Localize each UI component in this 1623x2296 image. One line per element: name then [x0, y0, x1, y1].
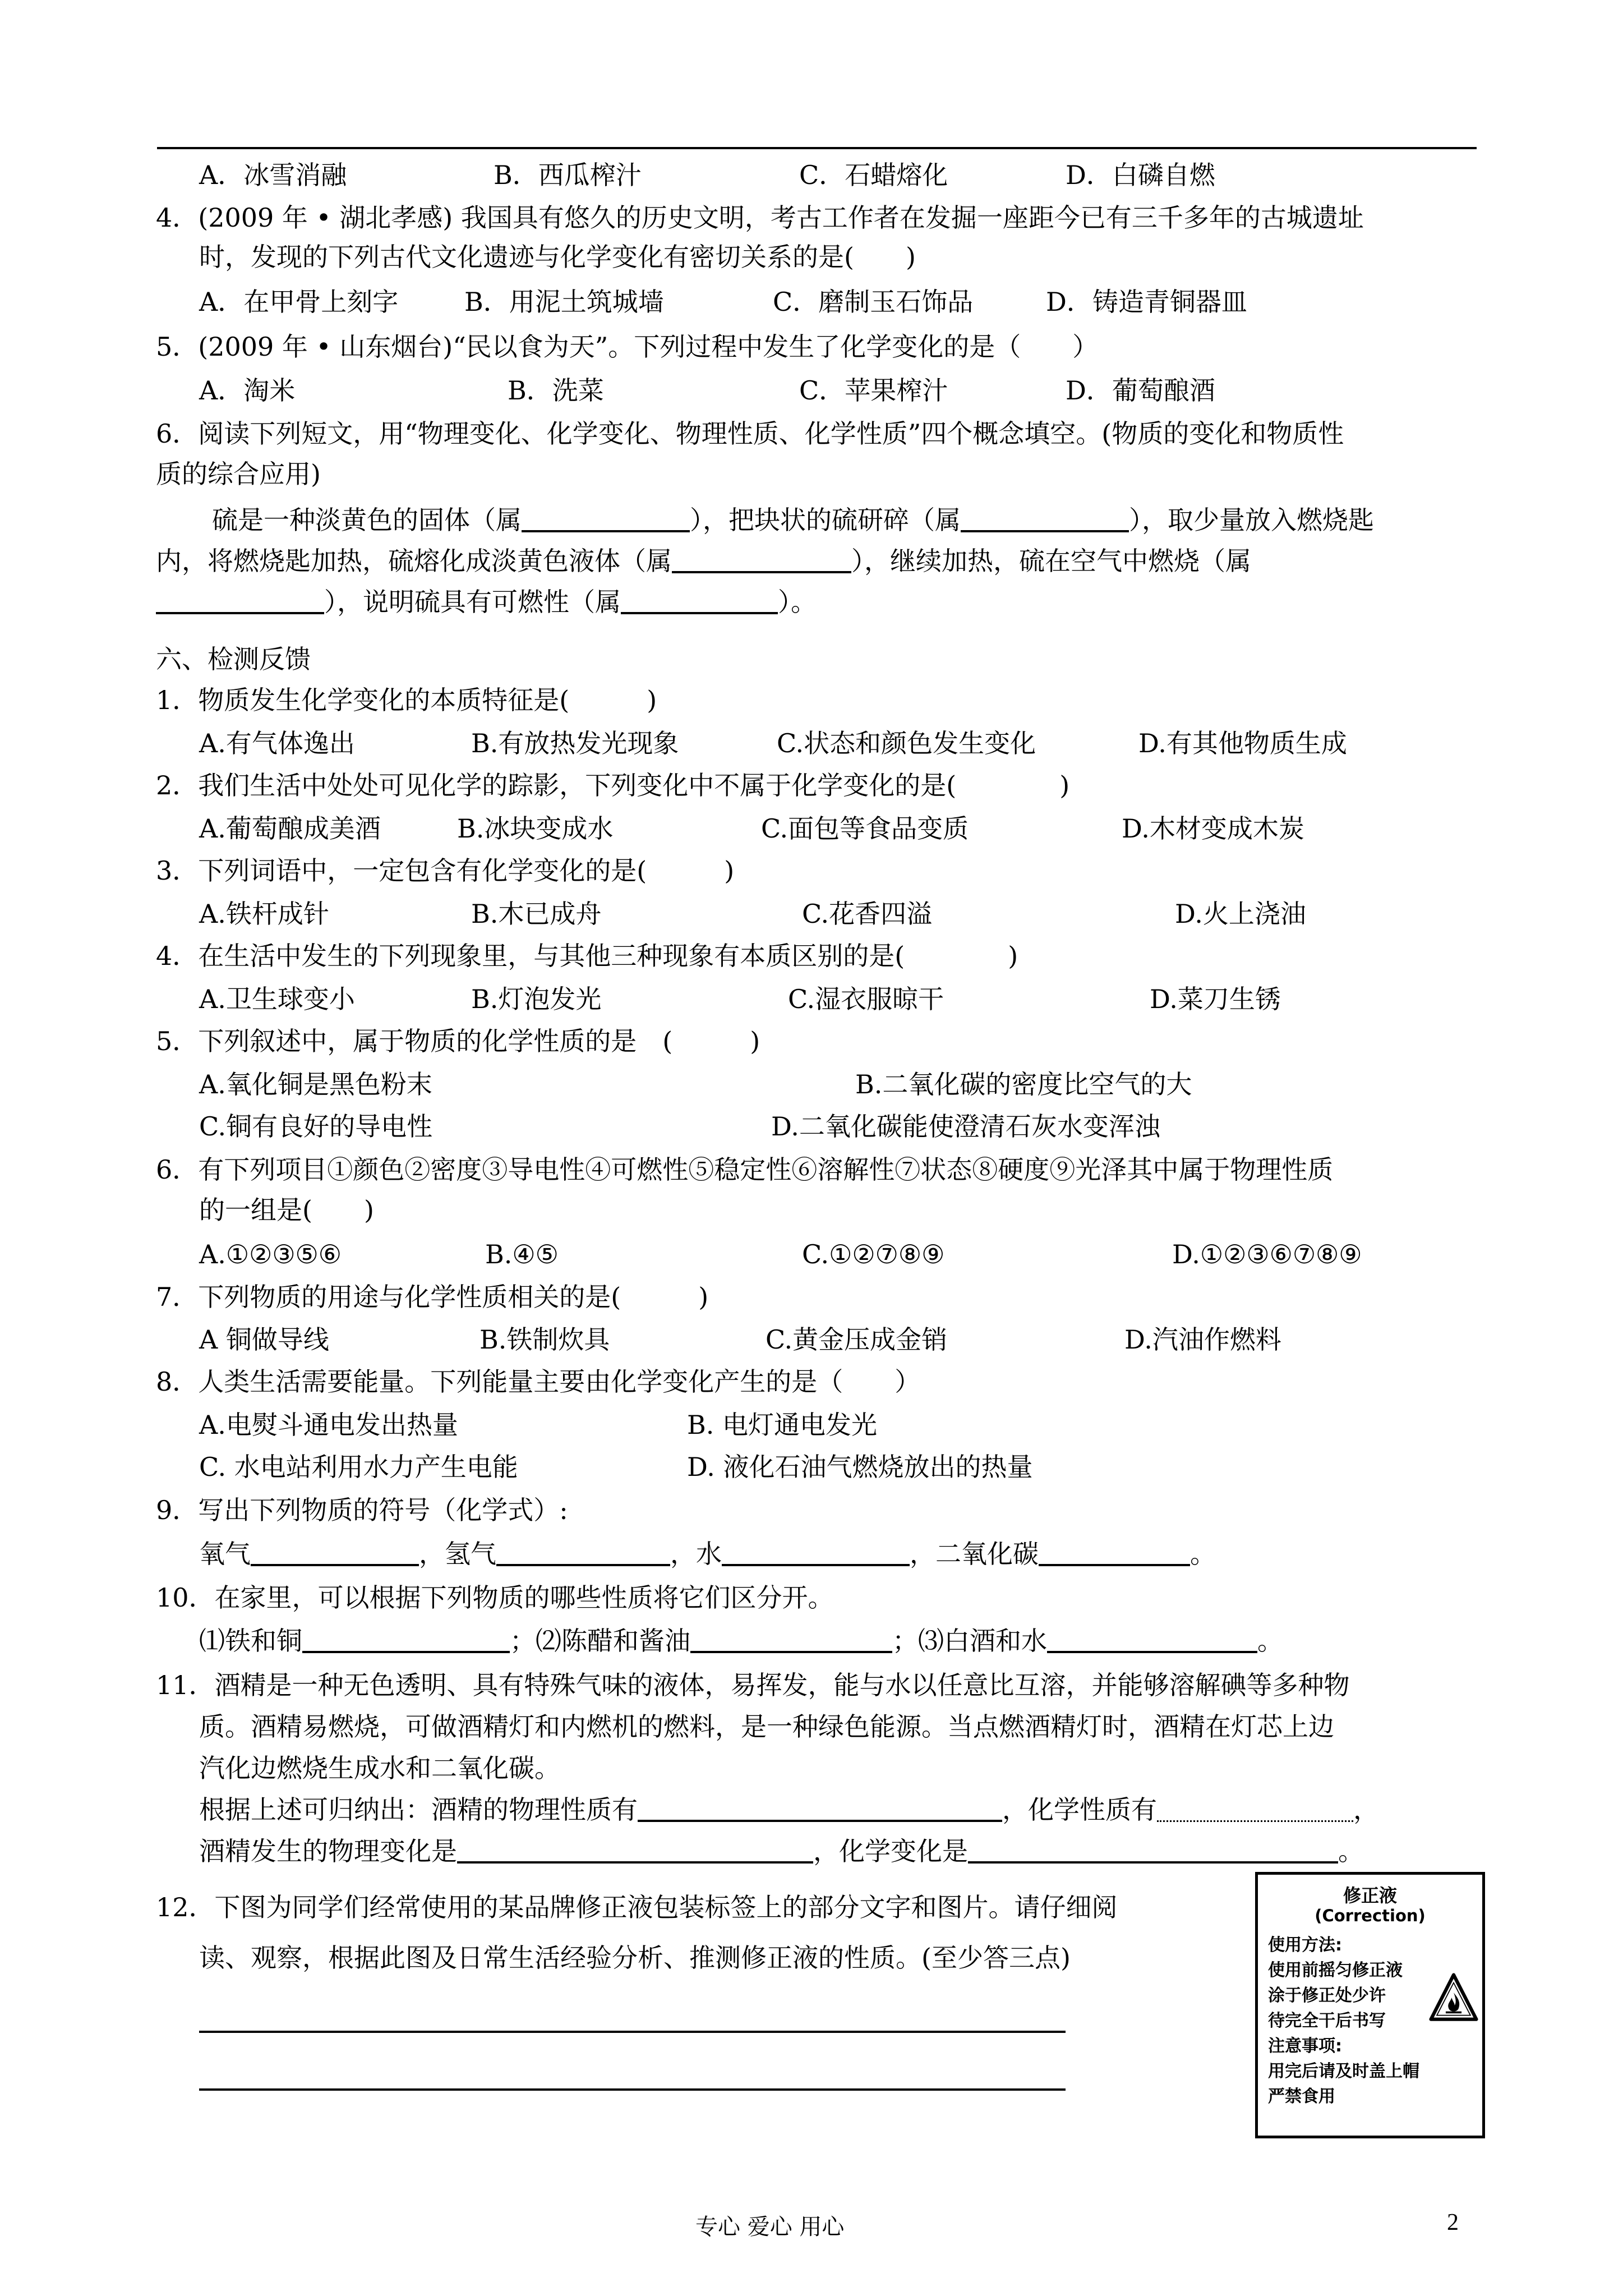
q4-stem-line1: 4．(2009 年 • 湖北孝感) 我国具有悠久的历史文明，考古工作者在发掘一座距今已有三千多年的古城遗址: [156, 203, 1364, 233]
option-b: B.冰块变成水: [457, 813, 614, 844]
option-d: D. 液化石油气燃烧放出的热量: [687, 1452, 1033, 1482]
option-d: D.火上浇油: [1175, 899, 1306, 929]
q6-stem-line1: 6．阅读下列短文，用“物理变化、化学变化、物理性质、化学性质”四个概念填空。(物质的变化和物质性: [156, 418, 1344, 449]
answer-blank[interactable]: [156, 587, 324, 614]
t11-fill-line1: 根据上述可归纳出：酒精的物理性质有 ，化学性质有 ，: [199, 1795, 1379, 1825]
t11-line1: 11．酒精是一种无色透明、具有特殊气味的液体，易挥发，能与水以任意比互溶，并能够溶解碘等多种物: [156, 1670, 1350, 1700]
option-d: D．葡萄酿酒: [1066, 375, 1215, 406]
option-d: D．铸造青铜器皿: [1046, 287, 1247, 317]
option-b: B.有放热发光现象: [471, 728, 679, 758]
option-a: A．在甲骨上刻字: [199, 287, 399, 317]
q6-stem-line2: 质的综合应用): [156, 459, 321, 489]
t10-fill: ⑴铁和铜 ；⑵陈醋和酱油 ；⑶白酒和水 。: [199, 1626, 1283, 1656]
correction-fluid-label: [1255, 1872, 1485, 2138]
option-a: A.葡萄酿成美酒: [199, 813, 381, 844]
option-d: D.①②③⑥⑦⑧⑨: [1172, 1239, 1362, 1269]
option-b: B.木已成舟: [471, 899, 602, 929]
option-c: C.面包等食品变质: [761, 813, 969, 844]
page-number: 2: [1447, 2210, 1459, 2235]
answer-blank[interactable]: [961, 505, 1129, 532]
option-c: C.花香四溢: [802, 899, 933, 929]
answer-line[interactable]: [199, 2088, 1066, 2091]
option-c: C.黄金压成金销: [766, 1324, 948, 1355]
label-line: 涂于修正处少许: [1268, 1986, 1386, 2005]
t11-line3: 汽化边燃烧生成水和二氧化碳。: [199, 1753, 560, 1783]
label-line: 用完后请及时盖上帽: [1268, 2062, 1419, 2081]
label-line: 使用方法:: [1268, 1935, 1342, 1955]
option-c: C．磨制玉石饰品: [773, 287, 974, 317]
answer-blank[interactable]: [302, 1626, 510, 1653]
label-line: 严禁食用: [1268, 2087, 1335, 2106]
section-heading: 六、检测反馈: [156, 644, 311, 674]
label-line: 注意事项:: [1268, 2036, 1342, 2056]
answer-blank[interactable]: [1047, 1626, 1257, 1653]
t6-stem-line2: 的一组是( ): [199, 1195, 374, 1225]
page-footer: 专心 爱心 用心: [695, 2214, 845, 2240]
label-line: 待完全干后书写: [1268, 2011, 1386, 2031]
option-a: A．淘米: [199, 375, 296, 406]
option-c: C.铜有良好的导电性: [199, 1111, 433, 1142]
t6-stem-line1: 6．有下列项目①颜色②密度③导电性④可燃性⑤稳定性⑥溶解性⑦状态⑧硬度⑨光泽其中属于物理性质: [156, 1154, 1334, 1185]
answer-line[interactable]: [199, 2031, 1066, 2033]
t1-stem: 1．物质发生化学变化的本质特征是( ): [156, 685, 657, 715]
answer-blank[interactable]: [968, 1837, 1338, 1864]
answer-blank[interactable]: [638, 1795, 1002, 1822]
option-d: D．白磷自燃: [1066, 160, 1215, 190]
label-line: 使用前摇匀修正液: [1268, 1961, 1403, 1980]
option-d: D.汽油作燃料: [1124, 1324, 1281, 1355]
t3-stem: 3．下列词语中，一定包含有化学变化的是( ): [156, 855, 735, 886]
q6-paragraph-line1: 硫是一种淡黄色的固体（属 ），把块状的硫研碎（属 ），取少量放入燃烧匙: [212, 505, 1374, 535]
flame-hazard-icon: [1429, 1973, 1478, 2022]
option-a: A.卫生球变小: [199, 984, 355, 1014]
option-c: C. 水电站利用水力产生电能: [199, 1452, 518, 1482]
t8-stem: 8．人类生活需要能量。下列能量主要由化学变化产生的是（ ）: [156, 1366, 921, 1397]
option-b: B.④⑤: [485, 1239, 559, 1269]
option-b: B.铁制炊具: [479, 1324, 610, 1355]
answer-blank[interactable]: [690, 1626, 892, 1653]
t4-stem: 4．在生活中发生的下列现象里，与其他三种现象有本质区别的是( ): [156, 941, 1018, 971]
option-b: B．用泥土筑城墙: [464, 287, 664, 317]
answer-blank[interactable]: [457, 1837, 813, 1864]
option-c: C.状态和颜色发生变化: [777, 728, 1036, 758]
option-b: B.二氧化碳的密度比空气的大: [855, 1069, 1192, 1099]
label-subtitle: (Correction): [1315, 1906, 1426, 1925]
option-d: D.菜刀生锈: [1150, 984, 1281, 1014]
q4-stem-line2: 时，发现的下列古代文化遗迹与化学变化有密切关系的是( ): [199, 242, 916, 272]
option-a: A.氧化铜是黑色粉末: [199, 1069, 432, 1099]
option-c: C．苹果榨汁: [799, 375, 948, 406]
option-d: D.有其他物质生成: [1138, 728, 1347, 758]
header-rule: [157, 147, 1477, 149]
option-a: A.①②③⑤⑥: [199, 1239, 342, 1269]
option-a: A.电熨斗通电发出热量: [199, 1410, 458, 1440]
t9-stem: 9．写出下列物质的符号（化学式）:: [156, 1495, 568, 1525]
t11-fill-line2: 酒精发生的物理变化是 ，化学变化是 。: [199, 1836, 1364, 1866]
answer-blank[interactable]: [672, 546, 851, 573]
answer-blank[interactable]: [522, 505, 690, 532]
option-b: B．西瓜榨汁: [494, 160, 642, 190]
answer-blank[interactable]: [621, 587, 778, 614]
option-a: A 铜做导线: [199, 1324, 329, 1355]
q6-paragraph-line3: ），说明硫具有可燃性（属 ）。: [156, 585, 817, 619]
answer-blank[interactable]: [1157, 1796, 1353, 1822]
t2-stem: 2．我们生活中处处可见化学的踪影，下列变化中不属于化学变化的是( ): [156, 770, 1070, 800]
t7-stem: 7．下列物质的用途与化学性质相关的是( ): [156, 1282, 709, 1312]
option-b: B.灯泡发光: [471, 984, 602, 1014]
option-b: B．洗菜: [508, 375, 604, 406]
option-d: D.二氧化碳能使澄清石灰水变浑浊: [771, 1111, 1160, 1142]
answer-blank[interactable]: [251, 1539, 419, 1566]
t5-stem: 5．下列叙述中，属于物质的化学性质的是 ( ): [156, 1026, 760, 1056]
t12-line2: 读、观察，根据此图及日常生活经验分析、推测修正液的性质。(至少答三点): [199, 1943, 1071, 1973]
option-a: A．冰雪消融: [199, 160, 347, 190]
option-a: A.铁杆成针: [199, 899, 329, 929]
t10-stem: 10．在家里，可以根据下列物质的哪些性质将它们区分开。: [156, 1582, 834, 1613]
q6-paragraph-line2: 内，将燃烧匙加热，硫熔化成淡黄色液体（属 ），继续加热，硫在空气中燃烧（属: [156, 546, 1251, 576]
option-b: B. 电灯通电发光: [687, 1410, 878, 1440]
option-c: C.湿衣服晾干: [788, 984, 944, 1014]
q5-stem: 5．(2009 年 • 山东烟台)“民以食为天”。下列过程中发生了化学变化的是（ ）: [156, 332, 1099, 362]
t12-line1: 12．下图为同学们经常使用的某品牌修正液包装标签上的部分文字和图片。请仔细阅: [156, 1892, 1118, 1922]
t9-fill: 氧气 ，氢气 ，水 ，二氧化碳 。: [199, 1539, 1216, 1569]
t11-line2: 质。酒精易燃烧，可做酒精灯和内燃机的燃料，是一种绿色能源。当点燃酒精灯时，酒精在灯芯上边: [199, 1711, 1334, 1742]
answer-blank[interactable]: [1039, 1539, 1190, 1566]
option-c: C．石蜡熔化: [799, 160, 948, 190]
answer-blank[interactable]: [496, 1539, 670, 1566]
option-a: A.有气体逸出: [199, 728, 355, 758]
option-d: D.木材变成木炭: [1122, 813, 1304, 844]
answer-blank[interactable]: [722, 1539, 910, 1566]
option-c: C.①②⑦⑧⑨: [802, 1239, 945, 1269]
label-title: 修正液: [1343, 1885, 1397, 1906]
